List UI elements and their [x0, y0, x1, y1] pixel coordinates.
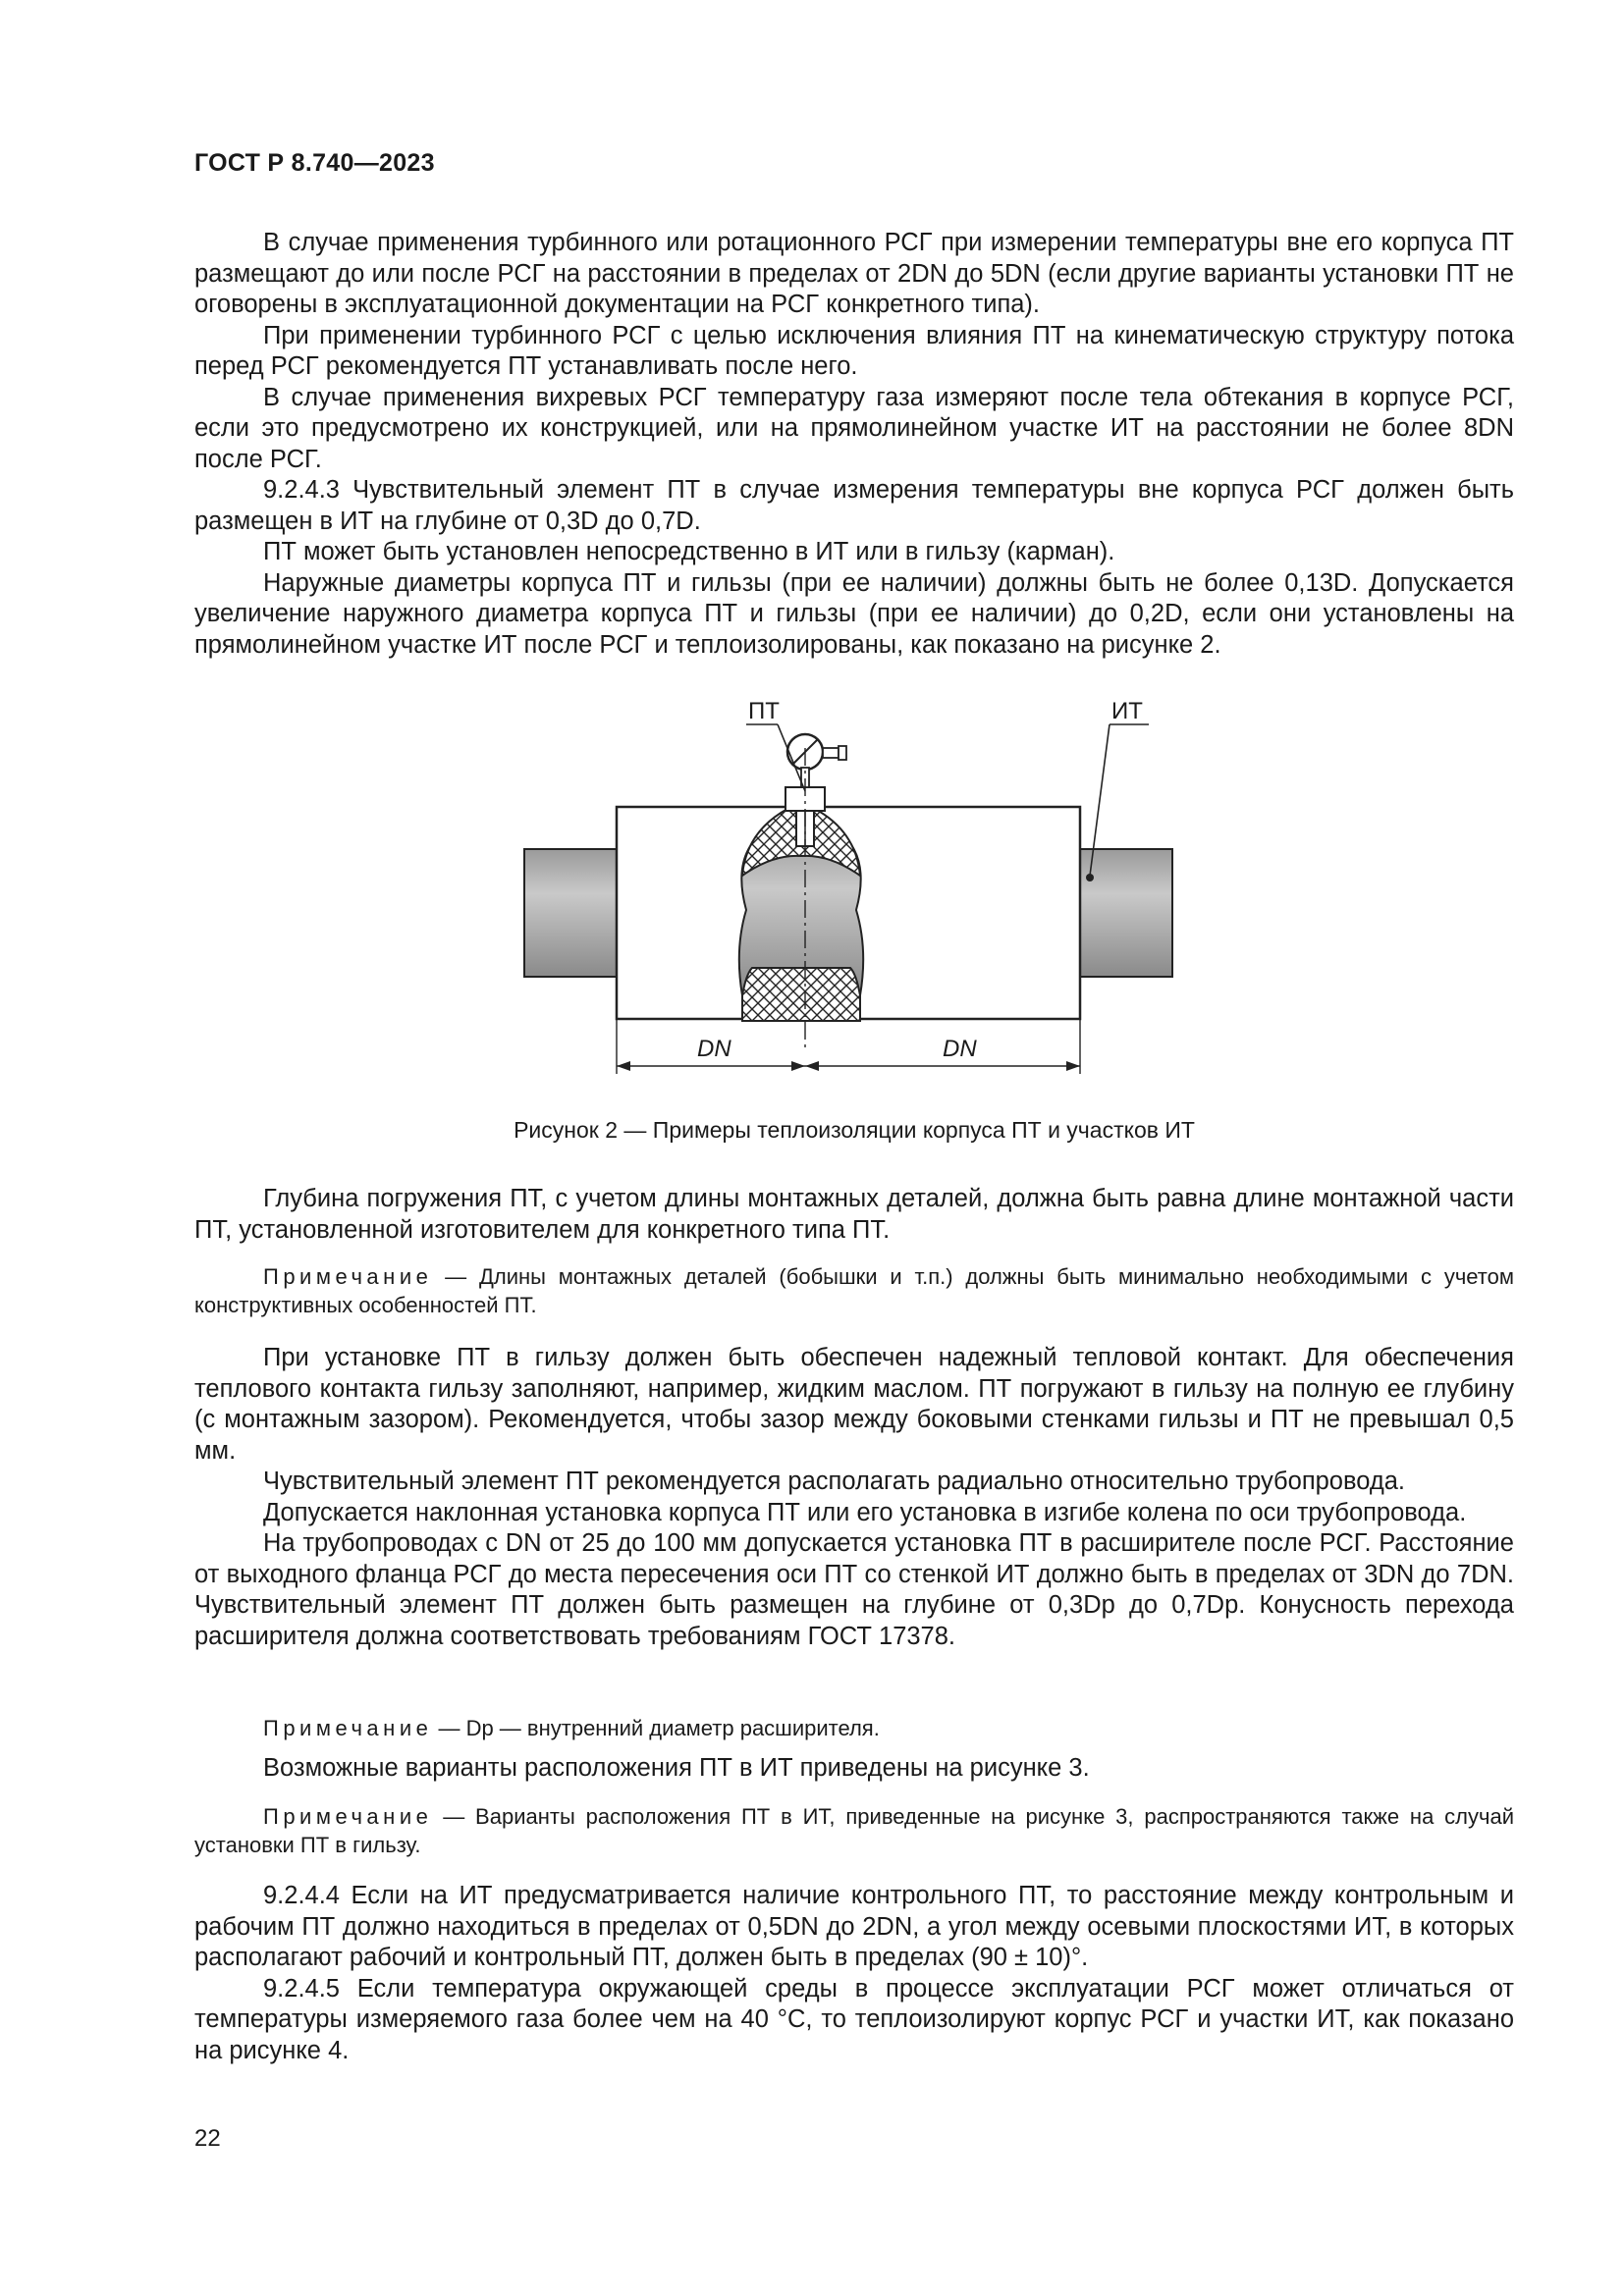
paragraph: Возможные варианты расположения ПТ в ИТ приведены на рисунке 3.	[263, 1754, 1090, 1782]
text-block-5	[194, 1881, 1514, 2066]
bottom-insulation	[742, 968, 860, 1021]
label-pt: ПТ	[748, 698, 780, 724]
paragraph: Глубина погружения ПТ, с учетом длины монтажных деталей, должна быть равна длине монтажной части ПТ, установленной изготовителем для конкретного типа ПТ.	[194, 1185, 1514, 1244]
note-label: Примечание	[263, 1716, 433, 1740]
document-header: ГОСТ Р 8.740—2023	[194, 149, 435, 177]
paragraph: На трубопроводах с DN от 25 до 100 мм допускается установка ПТ в расширителе после РСГ. Расстояние от выходного фланца РСГ до места пересечения оси ПТ со стенкой ИТ должно быть в пределах от 3DN до 7DN. Чувствительный элемент ПТ должен быть размещен на глубине от 0,3Dp до 0,7Dp. Конусность перехода расширителя должна соответствовать требованиям ГОСТ 17378.	[194, 1529, 1514, 1650]
paragraph: В случае применения турбинного или ротационного РСГ при измерении температуры вне его корпуса ПТ размещают до или после РСГ на расстоянии в пределах от 2DN до 5DN (если другие варианты установки ПТ не оговорены в эксплуатационной документации на РСГ конкретного типа).	[194, 229, 1514, 318]
text-block-1	[194, 228, 1514, 661]
note-2	[194, 1714, 1514, 1742]
note-label: Примечание	[263, 1264, 433, 1289]
text-block-4	[194, 1753, 1514, 1785]
figure-2-insulation-diagram	[511, 698, 1143, 1101]
note-label: Примечание	[263, 1804, 433, 1829]
paragraph: ПТ может быть установлен непосредственно в ИТ или в гильзу (карман).	[263, 538, 1115, 565]
paragraph: 9.2.4.5 Если температура окружающей среды в процессе эксплуатации РСГ может отличаться от температуры измеряемого газа более чем на 40 °С, то теплоизолируют корпус РСГ и участки ИТ, как показано на рисунке 4.	[194, 1974, 1514, 2064]
paragraph: При установке ПТ в гильзу должен быть обеспечен надежный тепловой контакт. Для обеспечения теплового контакта гильзу заполняют, например, жидким маслом. ПТ погружают в гильзу на полную ее глубину (с монтажным зазором). Рекомендуется, чтобы зазор между боковыми стенками гильзы и ПТ не превышал 0,5 мм.	[194, 1344, 1514, 1465]
note-text: — Длины монтажных деталей (бобышки и т.п.) должны быть минимально необходимыми с учетом конструктивных особенностей ПТ.	[194, 1264, 1514, 1317]
paragraph: Чувствительный элемент ПТ рекомендуется располагать радиально относительно трубопровода.	[263, 1468, 1406, 1495]
note-text: — Варианты расположения ПТ в ИТ, приведенные на рисунке 3, распространяются также на случай установки ПТ в гильзу.	[194, 1804, 1514, 1857]
right-pipe-section	[1078, 849, 1172, 977]
dimension-dn-left: DN	[697, 1036, 731, 1062]
note-text: — Dp — внутренний диаметр расширителя.	[432, 1716, 880, 1740]
paragraph: Наружные диаметры корпуса ПТ и гильзы (при ее наличии) должны быть не более 0,13D. Допускается увеличение наружного диаметра корпуса ПТ и гильзы (при ее наличии) до 0,2D, если они установлены на прямолинейном участке ИТ после РСГ и теплоизолированы, как показано на рисунке 2.	[194, 568, 1514, 659]
figure-caption: Рисунок 2 — Примеры теплоизоляции корпуса ПТ и участков ИТ	[514, 1117, 1195, 1143]
page-number: 22	[194, 2125, 221, 2152]
paragraph: В случае применения вихревых РСГ температуру газа измеряют после тела обтекания в корпусе РСГ, если это предусмотрено их конструкцией, или на прямолинейном участке ИТ на расстоянии не более 8DN после РСГ.	[194, 383, 1514, 473]
paragraph: Допускается наклонная установка корпуса ПТ или его установка в изгибе колена по оси трубопровода.	[263, 1498, 1467, 1526]
dimension-dn-right: DN	[943, 1036, 977, 1062]
text-block-3	[194, 1343, 1514, 1652]
text-block-2	[194, 1184, 1514, 1246]
note-1	[194, 1262, 1514, 1319]
note-3	[194, 1802, 1514, 1859]
paragraph: 9.2.4.3 Чувствительный элемент ПТ в случае измерения температуры вне корпуса РСГ должен быть размещен в ИТ на глубине от 0,3D до 0,7D.	[194, 476, 1514, 535]
paragraph: При применении турбинного РСГ с целью исключения влияния ПТ на кинематическую структуру потока перед РСГ рекомендуется ПТ устанавливать после него.	[194, 321, 1514, 380]
label-it: ИТ	[1111, 698, 1143, 724]
paragraph: 9.2.4.4 Если на ИТ предусматривается наличие контрольного ПТ, то расстояние между контрольным и рабочим ПТ должно находиться в пределах от 0,5DN до 2DN, а угол между осевыми плоскостями ИТ, в которых располагают рабочий и контрольный ПТ, должен быть в пределах (90 ± 10)°.	[194, 1882, 1514, 1971]
left-pipe-section	[524, 849, 619, 977]
